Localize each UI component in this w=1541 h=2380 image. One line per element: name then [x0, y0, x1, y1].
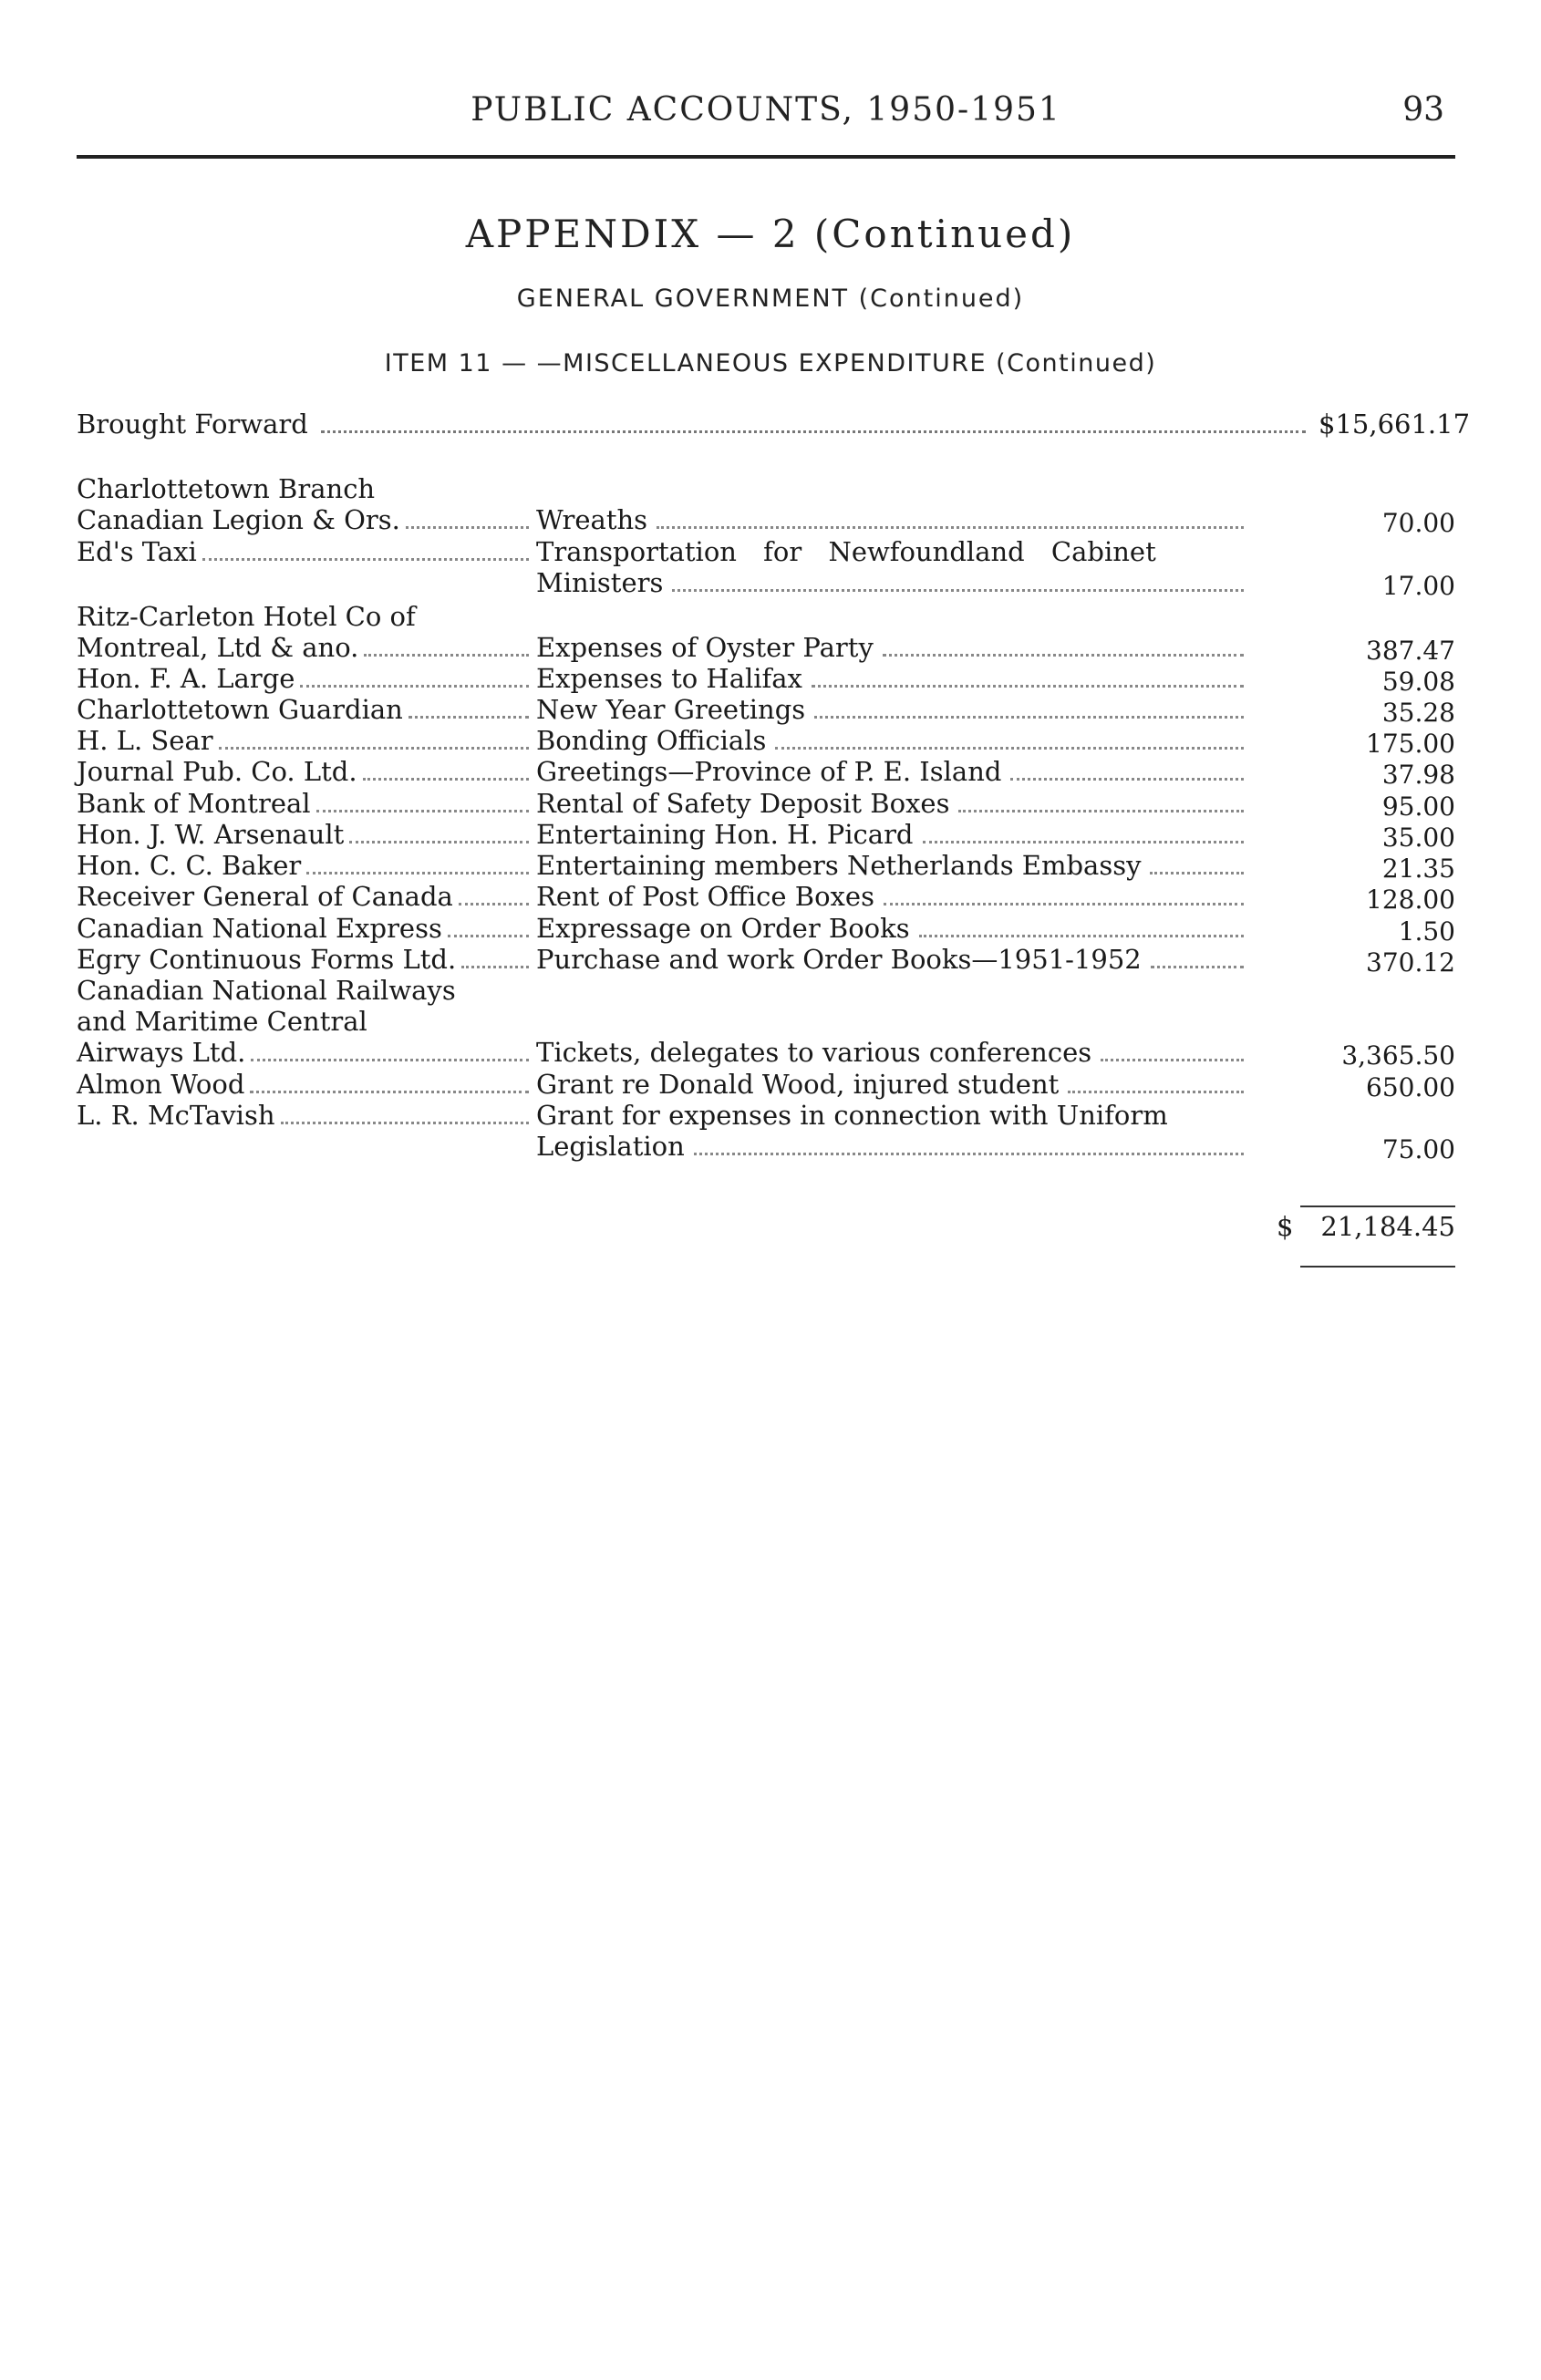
payee-name: Airways Ltd. — [77, 1037, 533, 1070]
running-title: PUBLIC ACCOUNTS, 1950-1951 — [471, 91, 1061, 129]
dot-leader — [775, 747, 1244, 750]
expense-purpose: Entertaining members Netherlands Embassy — [536, 850, 1244, 883]
expense-purpose: Rent of Post Office Boxes — [536, 881, 1244, 914]
payee-name: Receiver General of Canada — [77, 881, 533, 914]
appendix-title: APPENDIX — 2 (Continued) — [465, 212, 1076, 256]
expense-purpose: Grant for expenses in connection with Uniform — [536, 1100, 1168, 1131]
dot-leader — [958, 810, 1244, 812]
expense-purpose: Entertaining Hon. H. Picard — [536, 819, 1244, 852]
expense-amount: 3,365.50 — [1341, 1040, 1455, 1071]
expense-amount: 21.35 — [1381, 854, 1455, 884]
payee-name: and Maritime Central — [77, 1006, 367, 1037]
payee-name: Charlottetown Guardian — [77, 694, 533, 727]
expense-amount: 70.00 — [1381, 508, 1455, 538]
dot-leader — [657, 526, 1244, 529]
total-amount: 21,184.45 — [1320, 1211, 1455, 1242]
total-rule-above — [1300, 1206, 1455, 1207]
dot-leader — [1101, 1059, 1244, 1061]
expense-amount: 59.08 — [1381, 667, 1455, 697]
payee-name: Hon. C. C. Baker — [77, 850, 533, 883]
expense-purpose: New Year Greetings — [536, 694, 1244, 727]
dot-leader — [672, 589, 1244, 592]
dot-leader — [251, 1059, 529, 1061]
dot-leader — [219, 747, 529, 750]
dot-leader — [448, 935, 529, 937]
expense-purpose: Expenses to Halifax — [536, 663, 1244, 696]
payee-name: Hon. J. W. Arsenault — [77, 819, 533, 852]
dot-leader — [1150, 872, 1244, 874]
dot-leader — [250, 1091, 529, 1093]
payee-name: H. L. Sear — [77, 725, 533, 758]
dot-leader — [459, 903, 529, 905]
expense-amount: 370.12 — [1366, 947, 1455, 978]
dot-leader — [694, 1153, 1244, 1155]
payee-name: Journal Pub. Co. Ltd. — [77, 756, 533, 789]
expense-amount: 37.98 — [1381, 760, 1455, 790]
total-rule-below — [1300, 1266, 1455, 1268]
expense-amount: 128.00 — [1366, 885, 1455, 915]
payee-name: Canadian National Railways — [77, 975, 456, 1006]
expense-amount: 75.00 — [1381, 1134, 1455, 1164]
expense-amount: 35.28 — [1381, 698, 1455, 728]
payee-name: Montreal, Ltd & ano. — [77, 632, 533, 665]
expense-amount: 95.00 — [1381, 792, 1455, 822]
payee-name: Ritz-Carleton Hotel Co of — [77, 601, 416, 632]
dot-leader — [461, 966, 529, 968]
expense-purpose: Expressage on Order Books — [536, 913, 1244, 946]
total-currency: $ — [1277, 1211, 1294, 1242]
payee-name: Ed's Taxi — [77, 536, 533, 569]
dot-leader — [202, 558, 529, 561]
dot-leader — [812, 685, 1244, 688]
header-rule — [77, 155, 1455, 159]
expense-purpose: Rental of Safety Deposit Boxes — [536, 788, 1244, 821]
expense-amount: 17.00 — [1381, 571, 1455, 601]
dot-leader — [1151, 966, 1244, 968]
expense-purpose: Ministers — [536, 567, 1244, 600]
expense-purpose: Transportation for Newfoundland Cabinet — [536, 536, 1156, 567]
dot-leader — [281, 1122, 530, 1124]
expense-amount: 35.00 — [1381, 823, 1455, 853]
payee-name: Egry Continuous Forms Ltd. — [77, 944, 533, 977]
dot-leader — [883, 654, 1244, 657]
dot-leader — [406, 526, 529, 529]
expense-amount: 650.00 — [1366, 1072, 1455, 1102]
expense-purpose: Purchase and work Order Books—1951-1952 — [536, 944, 1244, 977]
expense-purpose: Bonding Officials — [536, 725, 1244, 758]
brought-forward-label: Brought Forward — [77, 409, 308, 440]
expense-purpose: Grant re Donald Wood, injured student — [536, 1069, 1244, 1102]
dot-leader — [306, 872, 529, 874]
payee-name: Charlottetown Branch — [77, 473, 376, 504]
expense-purpose: Greetings—Province of P. E. Island — [536, 756, 1244, 789]
payee-name: L. R. McTavish — [77, 1100, 533, 1133]
expense-purpose: Legislation — [536, 1131, 1244, 1164]
dot-leader — [363, 778, 529, 781]
dot-leader — [409, 716, 529, 719]
dot-leader — [1068, 1091, 1244, 1093]
expense-amount: 175.00 — [1366, 729, 1455, 759]
brought-forward-amount: $15,661.17 — [1319, 409, 1471, 440]
dot-leader — [919, 935, 1244, 937]
expense-purpose: Tickets, delegates to various conferences — [536, 1037, 1244, 1070]
payee-name: Canadian National Express — [77, 913, 533, 946]
expense-purpose: Expenses of Oyster Party — [536, 632, 1244, 665]
item-title: ITEM 11 — —MISCELLANEOUS EXPENDITURE (Continued) — [384, 349, 1157, 378]
dot-leader — [364, 654, 529, 657]
dot-leader — [321, 430, 1306, 433]
dot-leader — [1010, 778, 1244, 781]
brought-forward-row — [77, 409, 1471, 445]
dot-leader — [923, 841, 1245, 843]
payee-name: Almon Wood — [77, 1069, 533, 1102]
payee-name: Hon. F. A. Large — [77, 663, 533, 696]
expense-amount: 1.50 — [1398, 916, 1455, 947]
expense-amount: 387.47 — [1366, 636, 1455, 666]
dot-leader — [316, 810, 529, 812]
dot-leader — [884, 903, 1244, 905]
page-number: 93 — [1402, 91, 1444, 129]
payee-name: Canadian Legion & Ors. — [77, 504, 533, 537]
dot-leader — [814, 716, 1244, 719]
dot-leader — [300, 685, 529, 688]
payee-name: Bank of Montreal — [77, 788, 533, 821]
dot-leader — [349, 841, 529, 843]
expense-purpose: Wreaths — [536, 504, 1244, 537]
running-header — [77, 91, 1455, 146]
section-title: GENERAL GOVERNMENT (Continued) — [516, 285, 1025, 313]
